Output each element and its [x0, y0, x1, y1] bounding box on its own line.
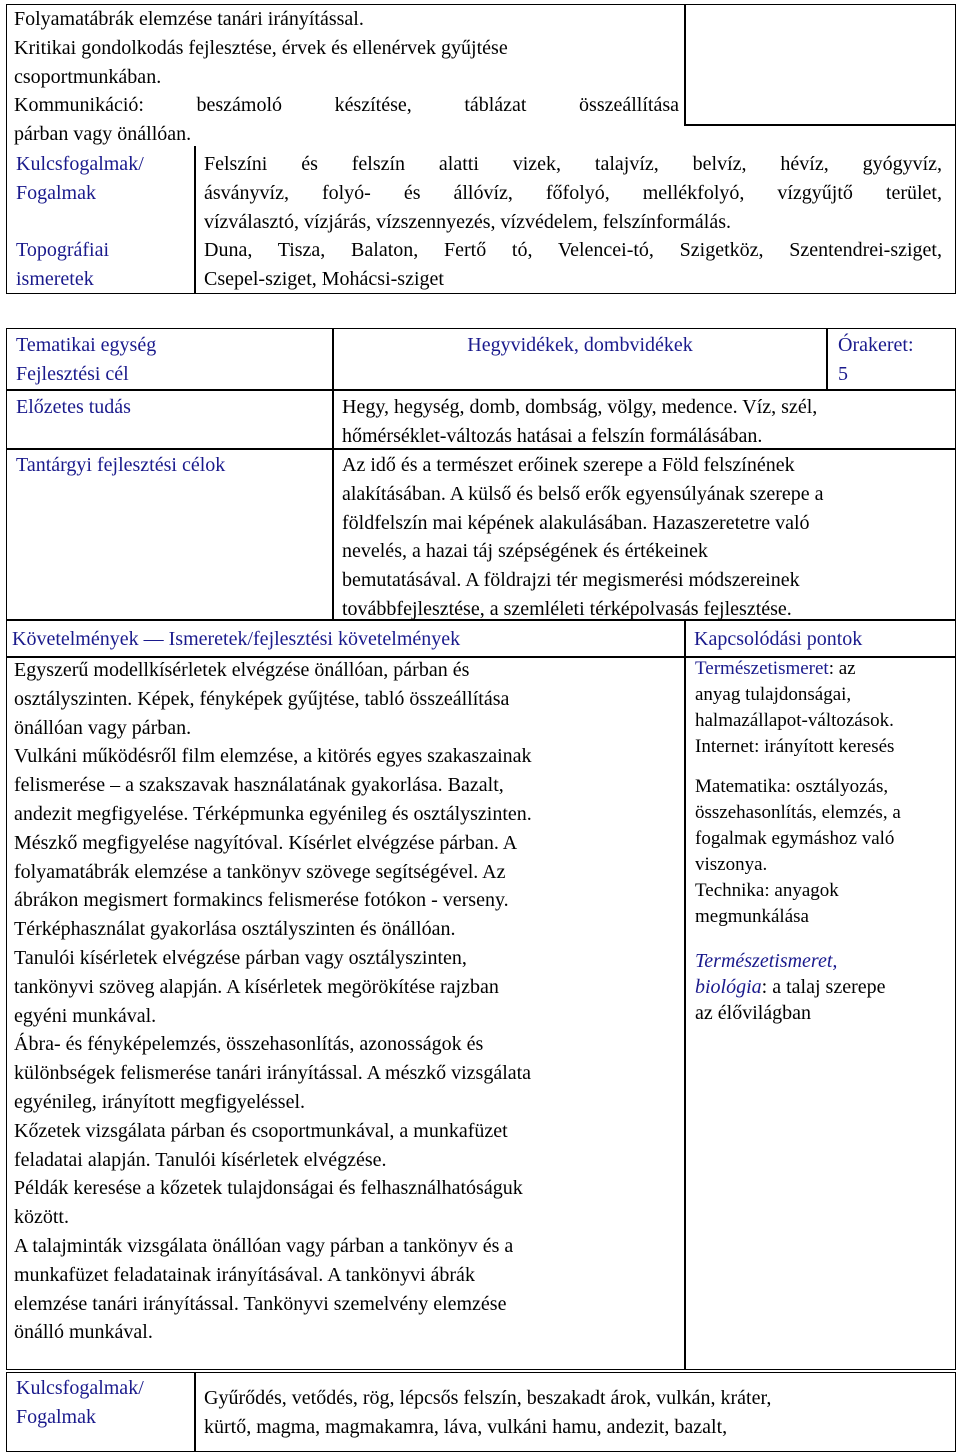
text-line: halmazállapot-változások. — [695, 710, 894, 731]
requirements-text — [14, 656, 679, 1347]
text-line: Csepel-sziget, Mohácsi-sziget — [204, 267, 444, 290]
label-line: Topográfiai — [16, 239, 110, 261]
prerequisite-label: Előzetes tudás — [16, 396, 131, 418]
subject-goals-text — [342, 451, 942, 624]
text-line: fogalmak egymáshoz való — [695, 828, 895, 849]
requirement-line: Egyszerű modellkísérletek elvégzése önállóan, párban és — [14, 659, 470, 681]
text-line: viszonya. — [695, 854, 768, 875]
hours-value: 5 — [838, 362, 848, 385]
divider — [826, 328, 828, 390]
text-line: földfelszín mai képének alakulásában. Hazaszeretetre való — [342, 511, 810, 534]
text-line: az élővilágban — [695, 1002, 812, 1024]
requirement-line: A talajminták vizsgálata önállóan vagy párban a tankönyv és a — [14, 1234, 514, 1257]
connections-text — [695, 656, 950, 1026]
divider — [684, 4, 686, 125]
hours-label: Órakeret: — [838, 334, 914, 356]
requirement-line: Példák keresése a kőzetek tulajdonságai és felhasználhatóságuk — [14, 1177, 523, 1200]
connection-item — [695, 974, 950, 1000]
text-line: Kommunikáció: beszámoló készítése, táblázat összeállítása — [14, 94, 679, 117]
text-line: nevelés, a hazai táj szépségének és értékeinek — [342, 540, 708, 563]
requirement-line: Kőzetek vizsgálata párban és csoportmunkával, a munkafüzet — [14, 1119, 508, 1142]
subject-name: Természetismeret, — [695, 950, 838, 972]
connections-header: Kapcsolódási pontok — [694, 628, 863, 650]
connection-item — [695, 656, 950, 682]
requirement-line: elemzése tanári irányítással. Tankönyvi szemelvény elemzése — [14, 1292, 507, 1315]
label-line: Kulcsfogalmak/ — [16, 1377, 144, 1399]
requirement-line: önállóan vagy párban. — [14, 716, 192, 739]
hours-box — [838, 331, 953, 389]
text-line: Duna, Tisza, Balaton, Fertő tó, Velencei-tó, Szigetköz, Szentendrei-sziget, — [204, 239, 942, 261]
text-line: összehasonlítás, elemzés, a — [695, 802, 901, 823]
continuation-text — [14, 5, 679, 149]
text-line: megmunkálása — [695, 906, 809, 927]
text-line: alakításában. A külső és belső erők egyensúlyának szerepe a — [342, 482, 824, 505]
requirement-line: között. — [14, 1206, 69, 1229]
divider — [684, 619, 686, 1370]
text-span: : az — [828, 658, 856, 679]
requirement-line: egyénileg, irányított megfigyeléssel. — [14, 1090, 306, 1113]
text-line: bemutatásával. A földrajzi tér megismerési módszereinek — [342, 569, 800, 592]
requirement-line: munkafüzet feladatainak irányításával. A tankönyvi ábrák — [14, 1263, 475, 1286]
text-line: vízválasztó, vízjárás, vízszennyezés, vízvédelem, felszínformálás. — [204, 210, 731, 233]
label-line: Kulcsfogalmak/ — [16, 153, 144, 175]
subject-goals-label: Tantárgyi fejlesztési célok — [16, 454, 226, 476]
text-line: hőmérséklet-változás hatásai a felszín formálásában. — [342, 424, 763, 447]
text-line: Az idő és a természet erőinek szerepe a Föld felszínének — [342, 454, 795, 476]
divider — [332, 328, 334, 620]
label-line: Fogalmak — [16, 1405, 96, 1428]
text-line: Felszíni és felszín alatti vizek, talajvíz, belvíz, hévíz, gyógyvíz, — [204, 153, 942, 175]
thematic-unit-title — [336, 331, 824, 360]
key-concepts-label — [16, 1374, 191, 1432]
label-line: Tematikai egység — [16, 334, 157, 356]
topography-text — [204, 236, 942, 294]
requirement-line: felismerése – a szakszavak használatának gyakorlása. Bazalt, — [14, 774, 504, 797]
label-line: ismeretek — [16, 267, 94, 290]
requirements-header: Követelmények — Ismeretek/fejlesztési követelmények — [12, 628, 461, 650]
divider — [6, 389, 956, 391]
text-line: Kritikai gondolkodás fejlesztése, érvek és ellenérvek gyűjtése — [14, 36, 508, 59]
text-line: párban vagy önállóan. — [14, 123, 192, 146]
connection-item: Matematika: osztályozás, — [695, 776, 889, 797]
requirement-line: Mészkő megfigyelése nagyítóval. Kísérlet elvégzése párban. A — [14, 831, 518, 854]
key-concepts-text — [204, 150, 942, 236]
text-line: ásványvíz, folyó- és állóvíz, főfolyó, mellékfolyó, vízgyűjtő terület, — [204, 181, 942, 204]
requirement-line: Tanulói kísérletek elvégzése párban vagy osztályszinten, — [14, 946, 467, 969]
prerequisite-text — [342, 393, 942, 451]
thematic-unit-label — [16, 331, 326, 389]
label-line: Fejlesztési cél — [16, 362, 129, 385]
requirement-line: önálló munkával. — [14, 1321, 153, 1344]
key-concepts-label — [16, 150, 191, 208]
text-line: továbbfejlesztése, a szemléleti térképolvasás fejlesztése. — [342, 597, 792, 620]
text-line: anyag tulajdonságai, — [695, 684, 852, 705]
topography-label — [16, 236, 191, 294]
requirement-line: osztályszinten. Képek, fényképek gyűjtése, tabló összeállítása — [14, 687, 510, 710]
text-line: csoportmunkában. — [14, 65, 162, 88]
divider — [684, 124, 956, 126]
text-line: Gyűrődés, vetődés, rög, lépcsős felszín, beszakadt árok, vulkán, kráter, — [204, 1387, 772, 1409]
requirement-line: Vulkáni működésről film elemzése, a kitörés egyes szakaszainak — [14, 745, 532, 768]
requirement-line: Térképhasználat gyakorlása osztályszinten és önállóan. — [14, 918, 456, 941]
title-text: Hegyvidékek, dombvidékek — [467, 334, 693, 356]
requirement-line: folyamatábrák elemzése a tankönyv szövege segítségével. Az — [14, 860, 506, 883]
text-line: kürtő, magma, magmakamra, láva, vulkáni hamu, andezit, bazalt, — [204, 1415, 728, 1438]
text-span: : a talaj szerepe — [761, 976, 886, 998]
requirement-line: ábrákon megismert formakincs felismerése fotókon - verseny. — [14, 889, 509, 912]
requirement-line: egyéni munkával. — [14, 1004, 157, 1027]
requirement-line: tankönyvi szöveg alapján. A kísérletek megörökítése rajzban — [14, 975, 499, 998]
requirement-line: különbségek felismerése tanári irányítással. A mészkő vizsgálata — [14, 1062, 532, 1085]
text-line: Hegy, hegység, domb, dombság, völgy, medence. Víz, szél, — [342, 396, 818, 418]
key-concepts-text — [204, 1384, 942, 1442]
requirement-line: Ábra- és fényképelemzés, összehasonlítás, azonosságok és — [14, 1033, 484, 1056]
subject-name: biológia — [695, 976, 762, 998]
divider — [194, 1372, 196, 1452]
requirement-line: feladatai alapján. Tanulói kísérletek elvégzése. — [14, 1148, 387, 1171]
connection-item: Internet: irányított keresés — [695, 736, 895, 757]
connection-item: Technika: anyagok — [695, 880, 839, 901]
requirement-line: andezit megfigyelése. Térképmunka egyénileg és osztályszinten. — [14, 802, 532, 825]
text-line: Folyamatábrák elemzése tanári irányítással. — [14, 8, 364, 30]
divider — [194, 146, 196, 294]
subject-name: Természetismeret — [695, 658, 829, 679]
label-line: Fogalmak — [16, 181, 96, 204]
